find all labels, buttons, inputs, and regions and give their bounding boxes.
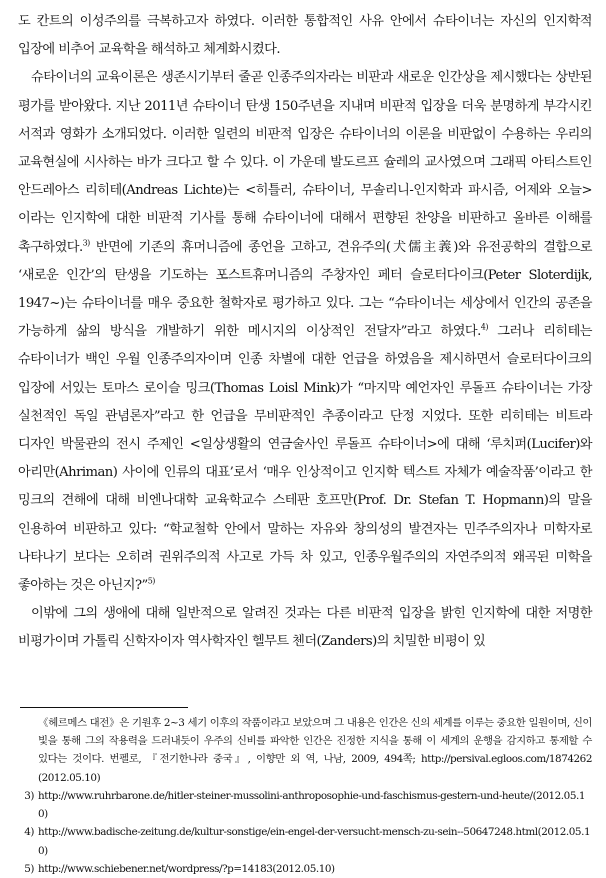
paragraph-2-part-2: 반면에 기존의 휴머니즘에 종언을 고하고, 견유주의(犬儒主義)와 유전공학의 결합으로 ‘새로운 인간’의 탄생을 기도하는 포스트휴머니즘의 주창자인 페터 슬로터다이크(Peter Sloterdijk, 1947~)는 슈타이너를 매우 중요한 철학자로 평가하고 있다. 그는 “슈타이너는 세상에서 인간의 공존을 가능하게 삶의 방식을 개발하기 위한 메시지의 이상적인 전달자”라고 하였다.	[18, 239, 592, 340]
footnote-4	[18, 823, 592, 860]
paragraph-2-part-3: 그러나 리히테는 슈타이너가 백인 우월 인종주의자이며 인종 차별에 대한 언급을 하였음을 제시하면서 슬로터다이크의 입장에 서있는 토마스 로이슬 밍크(Thomas Loisl Mink)가 “마지막 예언자인 루돌프 슈타이너는 가장 실천적인 독일 관념론자”라고 한 언급을 무비판적인 추종이라고 단정 지었다. 또한 리히테는 비트라 디자인 박물관의 전시 주제인 <일상생활의 연금술사인 루돌프 슈타이너>에 대해 ‘루치퍼(Lucifer)와 아리만(Ahriman) 사이에 인류의 대표’로서 ‘매우 인상적이고 인지학 텍스트 자체가 예술작품’이라고 한 밍크의 견해에 대해 비엔나대학 교육학교수 스테판 호프만(Prof. Dr. Stefan T. Hopmann)의 말을 인용하여 비판하고 있다: “학교철학 안에서 말하는 자유와 창의성의 발견자는 민주주의자나 미학자로 나타나기 보다는 오히려 권위주의적 사고로 가득 차 있고, 인종우월주의의 자연주의적 왜곡된 미학을 좋아하는 것은 아닌지?”	[18, 324, 592, 594]
paragraph-2	[18, 64, 592, 600]
footnote-ref-5: 5)	[147, 576, 155, 586]
footnote-url: http://www.ruhrbarone.de/hitler-steiner-mussolini-anthroposophie-und-faschismus-gestern-und-heute/(2012.05.10)	[38, 789, 585, 821]
footnote-5	[18, 860, 592, 878]
footnote-divider	[20, 707, 188, 708]
body-text	[18, 8, 592, 657]
footnote-url: http://www.badische-zeitung.de/kultur-sonstige/ein-engel-der-versucht-mensch-zu-sein--50647248.html(2012.05.10)	[38, 826, 591, 857]
footnote-url: http://www.schiebener.net/wordpress/?p=14183(2012.05.10)	[38, 863, 335, 876]
paragraph-1: 도 칸트의 이성주의를 극복하고자 하였다. 이러한 통합적인 사유 안에서 슈타이너는 자신의 인지학적 입장에 비추어 교육학을 해석하고 체계화시켰다.	[18, 14, 592, 58]
paragraph-2-part-1: 슈타이너의 교육이론은 생존시기부터 줄곧 인종주의자라는 비판과 새로운 인간상을 제시했다는 상반된 평가를 받아왔다. 지난 2011년 슈타이너 탄생 150주년을 지내며 비판적 입장을 더욱 분명하게 부각시킨 서적과 영화가 소개되었다. 이러한 일련의 비판적 입장은 슈타이너의 이론을 비판없이 수용하는 우리의 교육현실에 시사하는 바가 크다고 할 수 있다. 이 가운데 발도르프 슐레의 교사였으며 그래픽 아티스트인 안드레아스 리히테(Andreas Lichte)는 <히틀러, 슈타이너, 무솔리니-인지학과 파시즘, 어제와 오늘>이라는 인지학에 대한 비판적 기사를 통해 슈타이너에 대해서 편향된 찬양을 비판하고 올바른 이해를 촉구하였다.	[18, 70, 592, 255]
footnote-3	[18, 787, 592, 824]
paragraph-3: 이밖에 그의 생애에 대해 일반적으로 알려진 것과는 다른 비판적 입장을 밝힌 인지학에 대한 저명한 비평가이며 가톨릭 신학자이자 역사학자인 헬무트 첸더(Zanders)의 치밀한 비평이 있	[18, 606, 592, 650]
footnote-ref-3: 3)	[82, 238, 90, 248]
footnotes	[18, 714, 592, 878]
footnote-number: 4)	[24, 826, 34, 839]
footnote-number: 3)	[24, 789, 34, 802]
footnote-number: 5)	[24, 863, 34, 876]
footnote-ref-4: 4)	[480, 322, 488, 332]
footnote-continuation: 《헤르메스 대전》은 기원후 2~3 세기 이후의 작품이라고 보았으며 그 내용은 인간은 신의 세계를 이루는 중요한 일원이며, 신이 빛을 통해 그의 작용력을 드러내듯이 우주의 신비를 파악한 인간은 진정한 지식을 통해 이 세계의 운행을 감지하고 통제할 수 있다는 것이다. 번펠로, 『전기한나라 중국』, 이향만 외 역, 나남, 2009, 494쪽; http://persival.egloos.com/1874262 (2012.05.10)	[38, 716, 592, 784]
